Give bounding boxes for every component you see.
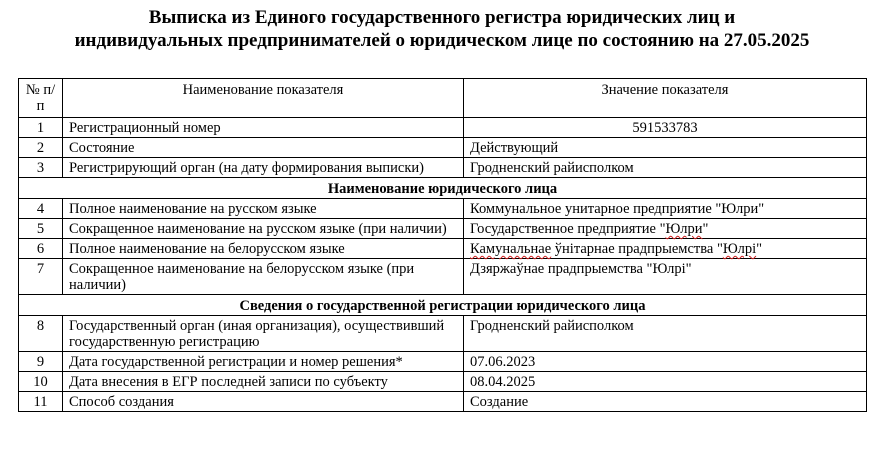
table-row: [19, 219, 867, 239]
row-num: 5: [19, 219, 63, 239]
value-text: Государственное предприятие ": [470, 221, 666, 237]
row-num: 4: [19, 199, 63, 219]
table-row: [19, 392, 867, 412]
row-num: 11: [19, 392, 63, 412]
row-value: Дзяржаўнае прадпрыемства "Юлрі": [464, 259, 867, 295]
value-text: ўнітарнае прадпрыемства ": [551, 241, 723, 257]
header-num: № п/п: [19, 79, 63, 118]
table-row: [19, 158, 867, 178]
table-row: [19, 316, 867, 352]
row-value: Действующий: [464, 138, 867, 158]
title-line-1: Выписка из Единого государственного регистра юридических лиц и: [148, 7, 736, 28]
row-label: Регистрационный номер: [63, 118, 464, 138]
row-value: [464, 219, 867, 239]
row-label: Дата внесения в ЕГР последней записи по субъекту: [63, 372, 464, 392]
row-label: Государственный орган (иная организация), осуществивший государственную регистрацию: [63, 316, 464, 352]
table-row: [19, 372, 867, 392]
table-header-row: [19, 79, 867, 118]
section-title: Сведения о государственной регистрации юридического лица: [19, 295, 867, 316]
row-value: 08.04.2025: [464, 372, 867, 392]
row-label: Дата государственной регистрации и номер решения*: [63, 352, 464, 372]
row-num: 1: [19, 118, 63, 138]
header-value: Значение показателя: [464, 79, 867, 118]
row-value: 07.06.2023: [464, 352, 867, 372]
table-row: [19, 239, 867, 259]
row-num: 3: [19, 158, 63, 178]
row-num: 6: [19, 239, 63, 259]
row-num: 7: [19, 259, 63, 295]
row-label: Сокращенное наименование на русском языке (при наличии): [63, 219, 464, 239]
row-value: Гродненский райисполком: [464, 316, 867, 352]
value-text: ": [756, 241, 763, 257]
table-row: [19, 138, 867, 158]
section-title: Наименование юридического лица: [19, 178, 867, 199]
row-label: Состояние: [63, 138, 464, 158]
spellcheck-mark: Юлри: [665, 221, 703, 237]
title-line-2: индивидуальных предпринимателей о юридическом лице по состоянию на 27.05.2025: [74, 30, 810, 51]
section-row: [19, 178, 867, 199]
row-label: Сокращенное наименование на белорусском языке (при наличии): [63, 259, 464, 295]
value-text: ": [702, 221, 709, 237]
row-num: 2: [19, 138, 63, 158]
row-value: Коммунальное унитарное предприятие "Юлри": [464, 199, 867, 219]
row-value: 591533783: [464, 118, 867, 138]
spellcheck-mark: Камунальнае: [470, 241, 552, 257]
table-row: [19, 259, 867, 295]
registry-extract-table: [18, 78, 867, 412]
row-value: Создание: [464, 392, 867, 412]
row-label: Полное наименование на белорусском языке: [63, 239, 464, 259]
row-num: 9: [19, 352, 63, 372]
section-row: [19, 295, 867, 316]
table-row: [19, 199, 867, 219]
table-row: [19, 118, 867, 138]
row-num: 10: [19, 372, 63, 392]
header-name: Наименование показателя: [63, 79, 464, 118]
document-title: [0, 6, 884, 52]
row-value: Гродненский райисполком: [464, 158, 867, 178]
row-label: Способ создания: [63, 392, 464, 412]
spellcheck-mark: Юлрі: [722, 241, 757, 257]
row-label: Регистрирующий орган (на дату формирования выписки): [63, 158, 464, 178]
table-row: [19, 352, 867, 372]
row-label: Полное наименование на русском языке: [63, 199, 464, 219]
row-num: 8: [19, 316, 63, 352]
row-value: [464, 239, 867, 259]
